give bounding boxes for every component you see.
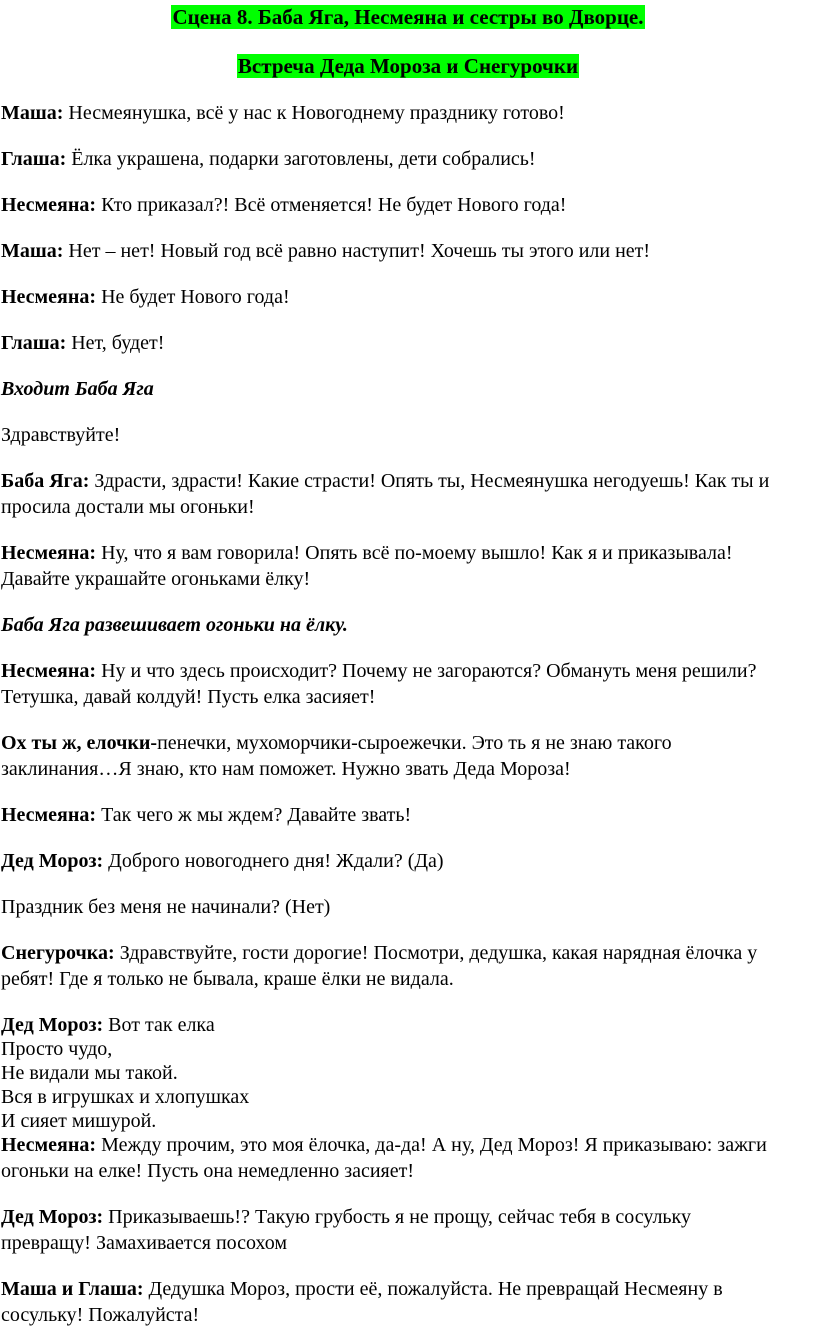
speaker-name: Глаша: bbox=[1, 148, 67, 170]
speaker-name: Несмеяна: bbox=[1, 660, 97, 682]
dialogue-line bbox=[1, 284, 813, 310]
dialogue-line bbox=[1, 940, 813, 966]
speaker-name: Снегурочка: bbox=[1, 942, 115, 964]
dialogue-line-continuation: Давайте украшайте огоньками ёлку! bbox=[1, 568, 311, 590]
speaker-name: Ох ты ж, елочки- bbox=[1, 732, 158, 754]
stage-direction: Баба Яга развешивает огоньки на ёлку. bbox=[1, 614, 348, 636]
dialogue-line bbox=[1, 238, 813, 264]
line-text: Между прочим, это моя ёлочка, да-да! А ну, Дед Мороз! Я приказываю: зажги bbox=[96, 1134, 767, 1156]
line-text: Ну, что я вам говорила! Опять всё по-моему вышло! Как я и приказывала! bbox=[96, 542, 733, 564]
poem-line: И сияет мишурой. bbox=[1, 1110, 157, 1132]
dialogue-line bbox=[1, 730, 813, 756]
speaker-name: Несмеяна: bbox=[1, 194, 97, 216]
line-text: Так чего ж мы ждем? Давайте звать! bbox=[96, 804, 412, 826]
poem-line: Просто чудо, bbox=[1, 1038, 113, 1060]
dialogue-line-continuation: огоньки на елке! Пусть она немедленно засияет! bbox=[1, 1160, 415, 1182]
dialogue-line-continuation: превращу! Замахивается посохом bbox=[1, 1232, 288, 1254]
dialogue-line-continuation: сосульку! Пожалуйста! bbox=[1, 1304, 200, 1326]
dialogue-line-continuation: Тетушка, давай колдуй! Пусть елка засияет! bbox=[1, 686, 376, 708]
speaker-name: Несмеяна: bbox=[1, 1134, 97, 1156]
poem-line: Не видали мы такой. bbox=[1, 1062, 178, 1084]
line-text: Ёлка украшена, подарки заготовлены, дети собрались! bbox=[66, 148, 536, 170]
stage-direction: Входит Баба Яга bbox=[1, 378, 154, 400]
line-text: Дедушка Мороз, прости её, пожалуйста. Не превращай Несмеяну в bbox=[143, 1278, 723, 1300]
speaker-name: Дед Мороз: bbox=[1, 1014, 104, 1036]
dialogue-line-continuation: заклинания…Я знаю, кто нам поможет. Нужно звать Деда Мороза! bbox=[1, 758, 571, 780]
scene-subtitle: Встреча Деда Мороза и Снегурочки bbox=[237, 54, 579, 78]
line-text: Вот так елка bbox=[103, 1014, 215, 1036]
line-text: Несмеянушка, всё у нас к Новогоднему празднику готово! bbox=[63, 102, 565, 124]
line-text: Не будет Нового года! bbox=[96, 286, 290, 308]
dialogue-line bbox=[1, 192, 813, 218]
speaker-name: Несмеяна: bbox=[1, 542, 97, 564]
line-text: Нет – нет! Новый год всё равно наступит! Хочешь ты этого или нет! bbox=[63, 240, 651, 262]
speaker-name: Маша и Глаша: bbox=[1, 1278, 144, 1300]
dialogue-line bbox=[1, 1204, 813, 1230]
speaker-name: Несмеяна: bbox=[1, 804, 97, 826]
dialogue-line-continuation: ребят! Где я только не бывала, краше ёлки не видала. bbox=[1, 968, 454, 990]
line-text: Ну и что здесь происходит? Почему не загораются? Обмануть меня решили? bbox=[96, 660, 757, 682]
poem-line: Вся в игрушках и хлопушках bbox=[1, 1086, 250, 1108]
dialogue-line-continuation: просила достали мы огоньки! bbox=[1, 496, 255, 518]
scene-title: Сцена 8. Баба Яга, Несмеяна и сестры во Дворце. bbox=[172, 5, 644, 29]
dialogue-line bbox=[1, 468, 813, 494]
line-text: Приказываешь!? Такую грубость я не прощу, сейчас тебя в сосульку bbox=[103, 1206, 691, 1228]
dialogue-line bbox=[1, 100, 813, 126]
dialogue-line bbox=[1, 658, 813, 684]
dialogue-line bbox=[1, 802, 813, 828]
dialogue-line bbox=[1, 848, 813, 874]
line-text: Здрасти, здрасти! Какие страсти! Опять ты, Несмеянушка негодуешь! Как ты и bbox=[89, 470, 770, 492]
line-text: Нет, будет! bbox=[66, 332, 165, 354]
speaker-name: Глаша: bbox=[1, 332, 67, 354]
speaker-name: Несмеяна: bbox=[1, 286, 97, 308]
dialogue-line: Праздник без меня не начинали? (Нет) bbox=[1, 896, 331, 918]
dialogue-line bbox=[1, 1012, 813, 1038]
line-text: пенечки, мухоморчики-сыроежечки. Это ть я не знаю такого bbox=[157, 732, 672, 754]
dialogue-line bbox=[1, 1132, 813, 1158]
speaker-name: Дед Мороз: bbox=[1, 1206, 104, 1228]
dialogue-line bbox=[1, 146, 813, 172]
dialogue-line: Здравствуйте! bbox=[1, 424, 121, 446]
dialogue-line bbox=[1, 330, 813, 356]
speaker-name: Маша: bbox=[1, 240, 64, 262]
line-text: Здравствуйте, гости дорогие! Посмотри, дедушка, какая нарядная ёлочка у bbox=[114, 942, 758, 964]
speaker-name: Маша: bbox=[1, 102, 64, 124]
speaker-name: Дед Мороз: bbox=[1, 850, 104, 872]
speaker-name: Баба Яга: bbox=[1, 470, 90, 492]
line-text: Кто приказал?! Всё отменяется! Не будет Нового года! bbox=[96, 194, 567, 216]
line-text: Доброго новогоднего дня! Ждали? (Да) bbox=[103, 850, 444, 872]
dialogue-line bbox=[1, 1276, 813, 1302]
dialogue-line bbox=[1, 540, 813, 566]
